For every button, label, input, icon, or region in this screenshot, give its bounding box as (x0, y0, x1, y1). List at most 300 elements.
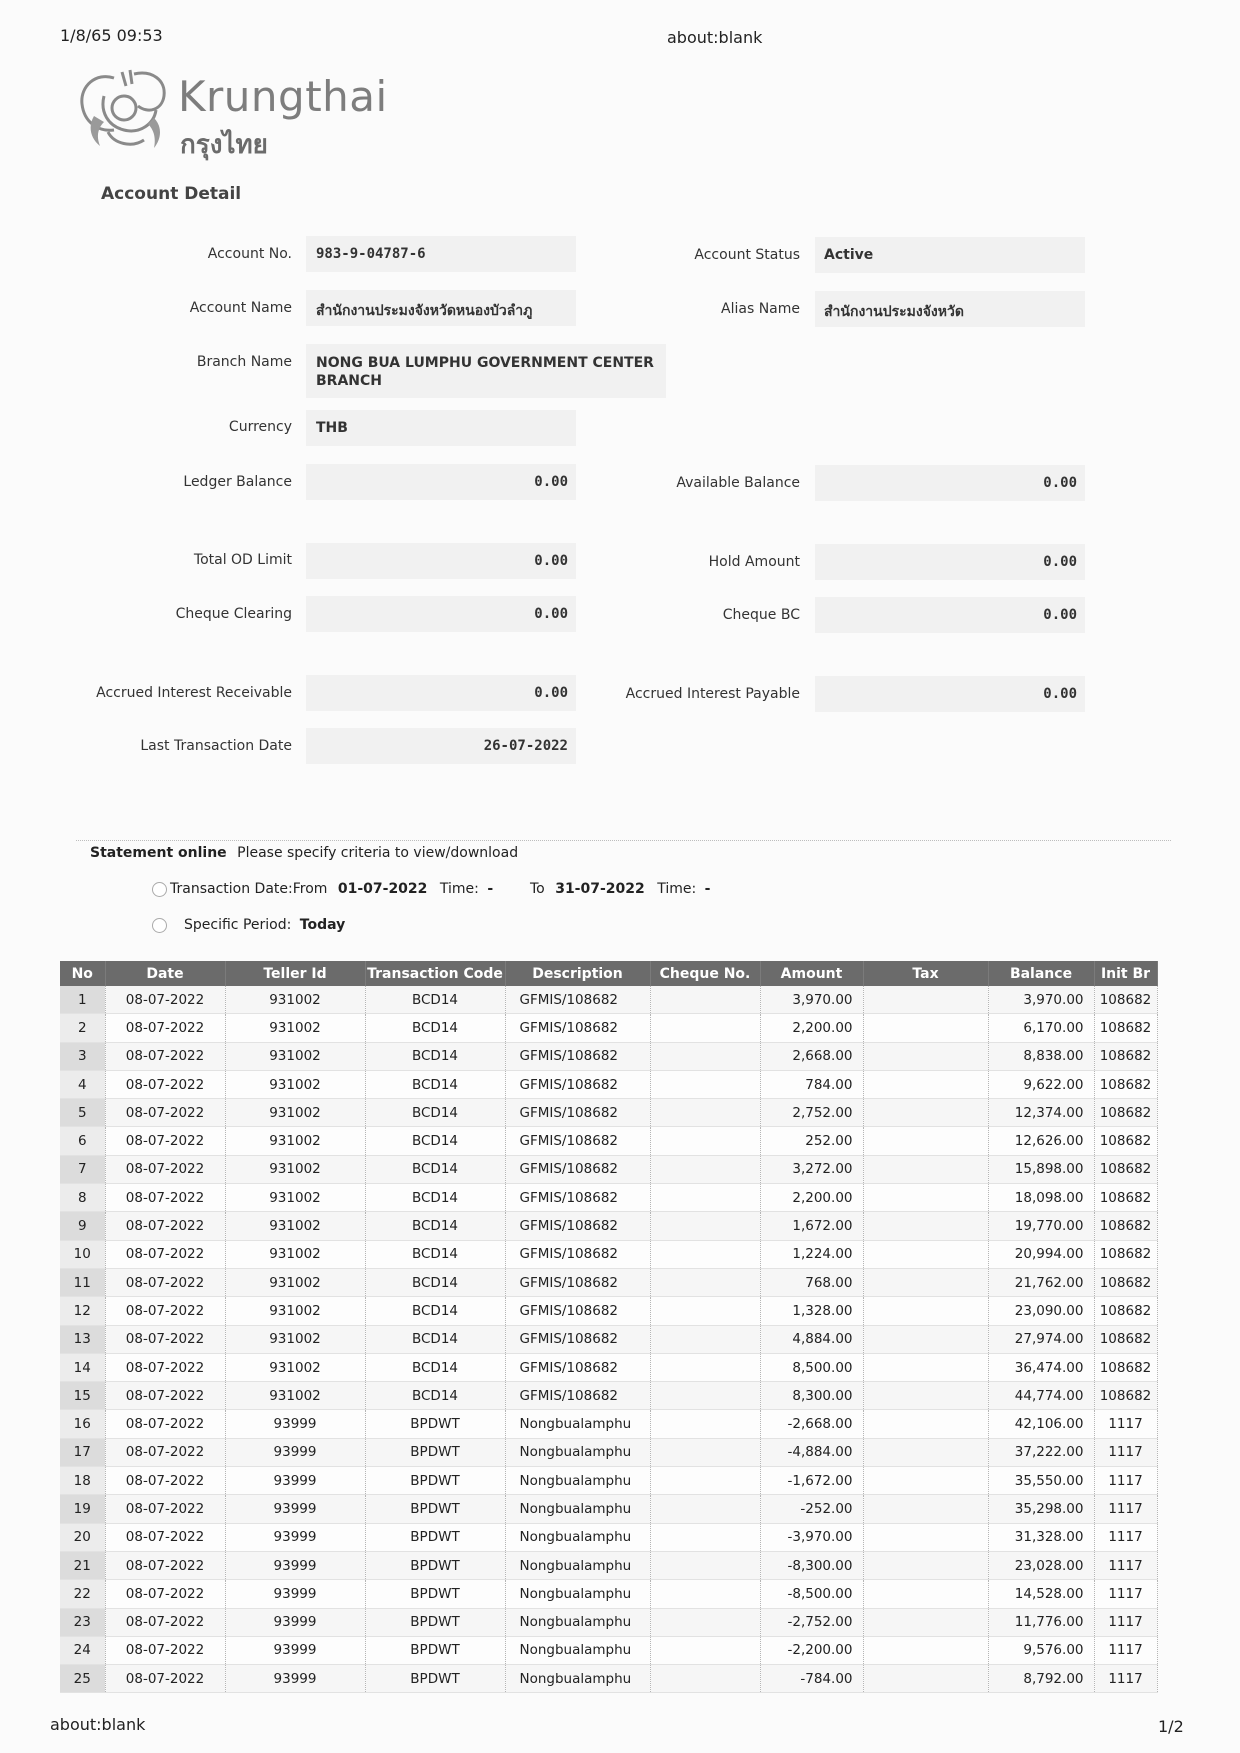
account-status-value: Active (824, 247, 874, 263)
table-cell: BPDWT (365, 1580, 505, 1608)
table-cell (863, 1551, 988, 1579)
table-row (60, 1467, 1157, 1495)
garuda-bird-icon (74, 66, 174, 156)
table-cell: 2,752.00 (760, 1099, 863, 1127)
to-time-value[interactable]: - (704, 881, 711, 897)
statement-header (90, 845, 518, 861)
table-cell (650, 1467, 760, 1495)
table-cell: 1 (60, 986, 105, 1014)
table-cell: 13 (60, 1325, 105, 1353)
table-cell: 3,970.00 (760, 986, 863, 1014)
table-cell: GFMIS/108682 (505, 1014, 650, 1042)
table-cell (863, 1665, 988, 1693)
table-cell: 1117 (1094, 1523, 1157, 1551)
table-cell: 35,550.00 (988, 1467, 1094, 1495)
column-header: Transaction Code (365, 961, 505, 986)
table-cell: 19 (60, 1495, 105, 1523)
specific-period-value[interactable]: Today (299, 917, 346, 933)
table-cell (650, 1240, 760, 1268)
table-cell: BCD14 (365, 1382, 505, 1410)
table-cell (650, 1608, 760, 1636)
table-cell: 7 (60, 1155, 105, 1183)
table-cell: 9 (60, 1212, 105, 1240)
table-cell (650, 1325, 760, 1353)
table-row (60, 1636, 1157, 1664)
table-cell: BPDWT (365, 1665, 505, 1693)
table-cell: 20,994.00 (988, 1240, 1094, 1268)
last-transaction-date-value: 26-07-2022 (483, 738, 568, 754)
cheque-clearing-label: Cheque Clearing (175, 606, 292, 622)
print-footer-page: 1/2 (1158, 1717, 1184, 1736)
hold-amount-label: Hold Amount (708, 554, 800, 570)
table-cell: -2,668.00 (760, 1410, 863, 1438)
table-cell: 10 (60, 1240, 105, 1268)
table-cell: 08-07-2022 (105, 1467, 225, 1495)
table-cell: 931002 (225, 1240, 365, 1268)
table-cell: 93999 (225, 1438, 365, 1466)
branch-name-value-line1: NONG BUA LUMPHU GOVERNMENT CENTER (316, 355, 654, 371)
table-cell: Nongbualamphu (505, 1523, 650, 1551)
table-cell: 08-07-2022 (105, 1127, 225, 1155)
table-cell: 1117 (1094, 1467, 1157, 1495)
to-time-label: Time: (657, 881, 697, 897)
table-cell: 3,272.00 (760, 1155, 863, 1183)
table-cell: 108682 (1094, 1382, 1157, 1410)
table-cell: 19,770.00 (988, 1212, 1094, 1240)
logo-text-en: Krungthai (178, 72, 388, 121)
table-cell: 08-07-2022 (105, 1325, 225, 1353)
table-cell: 24 (60, 1636, 105, 1664)
table-cell: BPDWT (365, 1495, 505, 1523)
column-header: Description (505, 961, 650, 986)
available-balance-label: Available Balance (676, 475, 800, 491)
from-time-value[interactable]: - (487, 881, 494, 897)
table-cell: 784.00 (760, 1070, 863, 1098)
table-cell (650, 1551, 760, 1579)
table-cell: 21,762.00 (988, 1268, 1094, 1296)
table-cell (650, 1297, 760, 1325)
table-cell: 3 (60, 1042, 105, 1070)
table-cell: 12,626.00 (988, 1127, 1094, 1155)
table-cell: BCD14 (365, 1099, 505, 1127)
table-cell: 08-07-2022 (105, 986, 225, 1014)
to-date-row (530, 881, 710, 897)
table-cell: 25 (60, 1665, 105, 1693)
table-cell: -252.00 (760, 1495, 863, 1523)
table-cell: 1117 (1094, 1665, 1157, 1693)
logo-text-th: กรุงไทย (180, 130, 268, 160)
table-cell: 08-07-2022 (105, 1184, 225, 1212)
table-cell: 08-07-2022 (105, 1212, 225, 1240)
table-cell: 08-07-2022 (105, 1014, 225, 1042)
table-cell: 108682 (1094, 986, 1157, 1014)
table-cell: 108682 (1094, 1099, 1157, 1127)
table-cell: 08-07-2022 (105, 1382, 225, 1410)
table-cell (650, 1099, 760, 1127)
statement-hint: Please specify criteria to view/download (237, 845, 519, 861)
table-cell: 1,224.00 (760, 1240, 863, 1268)
table-cell (863, 1184, 988, 1212)
table-cell: 108682 (1094, 1155, 1157, 1183)
table-cell: 931002 (225, 1297, 365, 1325)
table-cell: -2,752.00 (760, 1608, 863, 1636)
table-cell: 108682 (1094, 1127, 1157, 1155)
to-label: To (530, 881, 545, 897)
table-cell (863, 1325, 988, 1353)
table-cell: 08-07-2022 (105, 1551, 225, 1579)
table-cell: GFMIS/108682 (505, 1325, 650, 1353)
table-cell: 1,328.00 (760, 1297, 863, 1325)
table-cell: 93999 (225, 1467, 365, 1495)
account-name-value: สำนักงานประมงจังหวัดหนองบัวลำภู (316, 303, 533, 319)
table-cell: BPDWT (365, 1438, 505, 1466)
table-cell: 8,500.00 (760, 1353, 863, 1381)
table-cell: 931002 (225, 1325, 365, 1353)
table-cell: BPDWT (365, 1551, 505, 1579)
table-cell (650, 1410, 760, 1438)
table-cell: 11,776.00 (988, 1608, 1094, 1636)
table-cell: BCD14 (365, 1240, 505, 1268)
transaction-date-row (170, 881, 493, 897)
table-cell: 2,200.00 (760, 1184, 863, 1212)
table-cell: BCD14 (365, 1268, 505, 1296)
ledger-balance-value: 0.00 (534, 474, 568, 490)
table-cell: 08-07-2022 (105, 1495, 225, 1523)
table-cell: 08-07-2022 (105, 1268, 225, 1296)
table-cell (650, 1184, 760, 1212)
table-cell: BCD14 (365, 986, 505, 1014)
table-cell (863, 1495, 988, 1523)
table-cell (650, 1014, 760, 1042)
table-row (60, 1551, 1157, 1579)
table-cell: 1117 (1094, 1580, 1157, 1608)
table-cell: 2 (60, 1014, 105, 1042)
print-datetime: 1/8/65 09:53 (60, 26, 163, 45)
table-cell: BPDWT (365, 1608, 505, 1636)
table-row (60, 1268, 1157, 1296)
table-cell (650, 1636, 760, 1664)
table-row (60, 1297, 1157, 1325)
table-row (60, 1523, 1157, 1551)
statement-header-row (60, 961, 1157, 986)
column-header: Init Br (1094, 961, 1157, 986)
table-cell: 93999 (225, 1608, 365, 1636)
table-cell (650, 1127, 760, 1155)
from-time-label: Time: (439, 881, 479, 897)
table-cell: GFMIS/108682 (505, 1212, 650, 1240)
branch-name-label: Branch Name (196, 354, 292, 370)
table-cell: Nongbualamphu (505, 1495, 650, 1523)
table-cell: 12 (60, 1297, 105, 1325)
table-cell: 108682 (1094, 1353, 1157, 1381)
table-cell: 27,974.00 (988, 1325, 1094, 1353)
table-cell: Nongbualamphu (505, 1438, 650, 1466)
table-cell: 08-07-2022 (105, 1042, 225, 1070)
table-cell: 9,576.00 (988, 1636, 1094, 1664)
table-cell: 108682 (1094, 1212, 1157, 1240)
account-status-label: Account Status (694, 247, 800, 263)
table-cell: 93999 (225, 1665, 365, 1693)
table-cell: 08-07-2022 (105, 1353, 225, 1381)
table-cell: GFMIS/108682 (505, 1268, 650, 1296)
table-cell: 1117 (1094, 1551, 1157, 1579)
to-date-value[interactable]: 31-07-2022 (555, 881, 645, 897)
table-row (60, 1127, 1157, 1155)
table-cell: GFMIS/108682 (505, 1382, 650, 1410)
table-row (60, 1580, 1157, 1608)
table-cell: Nongbualamphu (505, 1467, 650, 1495)
table-cell: 23 (60, 1608, 105, 1636)
table-cell: BPDWT (365, 1523, 505, 1551)
krungthai-logo (74, 66, 394, 160)
table-cell: 931002 (225, 1014, 365, 1042)
table-cell: 08-07-2022 (105, 1297, 225, 1325)
table-cell: Nongbualamphu (505, 1410, 650, 1438)
table-cell: 931002 (225, 1155, 365, 1183)
ledger-balance-label: Ledger Balance (183, 474, 292, 490)
table-cell: BCD14 (365, 1014, 505, 1042)
table-cell (650, 1268, 760, 1296)
table-cell: 14 (60, 1353, 105, 1381)
table-cell: GFMIS/108682 (505, 1155, 650, 1183)
table-cell (863, 1608, 988, 1636)
table-cell: 931002 (225, 1070, 365, 1098)
table-cell: 93999 (225, 1523, 365, 1551)
table-cell (650, 1495, 760, 1523)
table-cell: 108682 (1094, 1240, 1157, 1268)
table-cell (863, 1467, 988, 1495)
table-cell (863, 1382, 988, 1410)
table-row (60, 1155, 1157, 1183)
print-footer-left: about:blank (50, 1715, 146, 1734)
table-cell: 931002 (225, 1212, 365, 1240)
specific-period-label: Specific Period: (184, 917, 292, 933)
table-cell: 17 (60, 1438, 105, 1466)
table-cell: 108682 (1094, 1268, 1157, 1296)
table-cell: BCD14 (365, 1212, 505, 1240)
table-cell: 931002 (225, 1127, 365, 1155)
table-cell: 08-07-2022 (105, 1636, 225, 1664)
table-cell: BPDWT (365, 1636, 505, 1664)
table-cell: 768.00 (760, 1268, 863, 1296)
table-cell (863, 1070, 988, 1098)
table-cell: BCD14 (365, 1353, 505, 1381)
specific-period-row (184, 917, 345, 933)
table-cell (650, 1042, 760, 1070)
table-cell: 08-07-2022 (105, 1155, 225, 1183)
table-cell: BCD14 (365, 1127, 505, 1155)
table-cell: 108682 (1094, 1184, 1157, 1212)
table-cell: 93999 (225, 1636, 365, 1664)
table-cell (650, 1353, 760, 1381)
last-transaction-date-label: Last Transaction Date (140, 738, 292, 754)
table-cell: BCD14 (365, 1297, 505, 1325)
table-cell: 931002 (225, 1353, 365, 1381)
transaction-date-radio[interactable] (152, 882, 167, 897)
table-cell: 1117 (1094, 1608, 1157, 1636)
table-cell: 36,474.00 (988, 1353, 1094, 1381)
table-row (60, 1665, 1157, 1693)
currency-value: THB (316, 420, 348, 436)
table-cell: 8,838.00 (988, 1042, 1094, 1070)
statement-body (60, 986, 1157, 1693)
specific-period-radio[interactable] (152, 918, 167, 933)
table-cell: 15 (60, 1382, 105, 1410)
table-row (60, 1438, 1157, 1466)
table-cell: 16 (60, 1410, 105, 1438)
table-cell: 108682 (1094, 1297, 1157, 1325)
table-cell: 15,898.00 (988, 1155, 1094, 1183)
table-cell: Nongbualamphu (505, 1551, 650, 1579)
branch-name-field (306, 344, 666, 398)
table-cell: 931002 (225, 986, 365, 1014)
cheque-bc-value: 0.00 (1043, 607, 1077, 623)
table-row (60, 1184, 1157, 1212)
table-cell: 2,200.00 (760, 1014, 863, 1042)
from-date-value[interactable]: 01-07-2022 (337, 881, 428, 897)
table-cell (863, 1580, 988, 1608)
statement-title: Statement online (90, 845, 227, 861)
table-cell: 108682 (1094, 1325, 1157, 1353)
table-row (60, 1353, 1157, 1381)
table-cell: 08-07-2022 (105, 1438, 225, 1466)
currency-label: Currency (228, 419, 292, 435)
table-cell: 08-07-2022 (105, 1099, 225, 1127)
table-cell (863, 1523, 988, 1551)
table-cell: -2,200.00 (760, 1636, 863, 1664)
table-cell: 93999 (225, 1551, 365, 1579)
table-cell: 1117 (1094, 1410, 1157, 1438)
column-header: No (60, 961, 105, 986)
table-cell: Nongbualamphu (505, 1580, 650, 1608)
table-cell: 23,028.00 (988, 1551, 1094, 1579)
table-row (60, 1212, 1157, 1240)
table-cell (650, 1155, 760, 1183)
table-cell: 931002 (225, 1042, 365, 1070)
accrued-interest-receivable-value: 0.00 (534, 685, 568, 701)
table-cell: 35,298.00 (988, 1495, 1094, 1523)
table-cell: 9,622.00 (988, 1070, 1094, 1098)
account-detail-title: Account Detail (101, 184, 242, 204)
print-page-title: about:blank (667, 28, 763, 47)
table-cell: 44,774.00 (988, 1382, 1094, 1410)
table-cell: BPDWT (365, 1467, 505, 1495)
table-cell: 1117 (1094, 1636, 1157, 1664)
table-cell: 20 (60, 1523, 105, 1551)
table-cell: Nongbualamphu (505, 1608, 650, 1636)
accrued-interest-payable-label: Accrued Interest Payable (625, 686, 800, 702)
table-row (60, 986, 1157, 1014)
table-cell: -4,884.00 (760, 1438, 863, 1466)
table-cell: 11 (60, 1268, 105, 1296)
table-cell (863, 1127, 988, 1155)
transaction-date-label: Transaction Date:From (170, 881, 328, 897)
table-cell: BCD14 (365, 1070, 505, 1098)
column-header: Balance (988, 961, 1094, 986)
table-cell: 108682 (1094, 1014, 1157, 1042)
table-cell: 31,328.00 (988, 1523, 1094, 1551)
table-cell: 22 (60, 1580, 105, 1608)
table-cell: 108682 (1094, 1070, 1157, 1098)
table-cell: 2,668.00 (760, 1042, 863, 1070)
table-cell: 1117 (1094, 1438, 1157, 1466)
table-cell: 931002 (225, 1268, 365, 1296)
table-cell (863, 1155, 988, 1183)
table-cell (650, 1580, 760, 1608)
table-cell: BCD14 (365, 1155, 505, 1183)
table-cell: GFMIS/108682 (505, 1240, 650, 1268)
table-cell (650, 986, 760, 1014)
table-cell: GFMIS/108682 (505, 1127, 650, 1155)
table-cell (863, 986, 988, 1014)
table-cell: GFMIS/108682 (505, 1353, 650, 1381)
available-balance-value: 0.00 (1043, 475, 1077, 491)
account-no-value: 983-9-04787-6 (316, 246, 426, 262)
table-cell: BPDWT (365, 1410, 505, 1438)
table-cell: 08-07-2022 (105, 1410, 225, 1438)
statement-table (60, 961, 1158, 1693)
table-row (60, 1070, 1157, 1098)
table-cell: BCD14 (365, 1325, 505, 1353)
table-cell: GFMIS/108682 (505, 1042, 650, 1070)
table-cell: GFMIS/108682 (505, 986, 650, 1014)
table-row (60, 1240, 1157, 1268)
table-row (60, 1410, 1157, 1438)
table-cell: GFMIS/108682 (505, 1070, 650, 1098)
table-cell (863, 1268, 988, 1296)
table-cell (650, 1382, 760, 1410)
table-cell: 14,528.00 (988, 1580, 1094, 1608)
total-od-limit-label: Total OD Limit (193, 552, 292, 568)
table-cell: 931002 (225, 1099, 365, 1127)
table-cell: BCD14 (365, 1042, 505, 1070)
table-cell: GFMIS/108682 (505, 1297, 650, 1325)
table-cell: -3,970.00 (760, 1523, 863, 1551)
table-cell: 108682 (1094, 1042, 1157, 1070)
table-cell (863, 1014, 988, 1042)
table-cell: 08-07-2022 (105, 1070, 225, 1098)
table-cell (863, 1042, 988, 1070)
table-cell (650, 1070, 760, 1098)
cheque-clearing-value: 0.00 (534, 606, 568, 622)
table-row (60, 1382, 1157, 1410)
table-cell (863, 1410, 988, 1438)
table-cell (650, 1665, 760, 1693)
table-cell: 4 (60, 1070, 105, 1098)
table-cell (650, 1523, 760, 1551)
table-cell: 08-07-2022 (105, 1240, 225, 1268)
cheque-bc-label: Cheque BC (722, 607, 800, 623)
table-cell (863, 1212, 988, 1240)
account-no-label: Account No. (207, 246, 292, 262)
alias-name-value: สำนักงานประมงจังหวัด (824, 304, 964, 320)
table-cell: BCD14 (365, 1184, 505, 1212)
table-cell: 93999 (225, 1495, 365, 1523)
table-cell: 3,970.00 (988, 986, 1094, 1014)
table-cell: 08-07-2022 (105, 1608, 225, 1636)
table-cell: 6 (60, 1127, 105, 1155)
table-cell (863, 1636, 988, 1664)
table-cell: -8,500.00 (760, 1580, 863, 1608)
table-cell: 931002 (225, 1382, 365, 1410)
table-cell: 4,884.00 (760, 1325, 863, 1353)
table-cell: 08-07-2022 (105, 1665, 225, 1693)
table-cell: 6,170.00 (988, 1014, 1094, 1042)
account-name-label: Account Name (189, 300, 292, 316)
table-cell (863, 1099, 988, 1127)
table-cell (863, 1353, 988, 1381)
table-row (60, 1014, 1157, 1042)
